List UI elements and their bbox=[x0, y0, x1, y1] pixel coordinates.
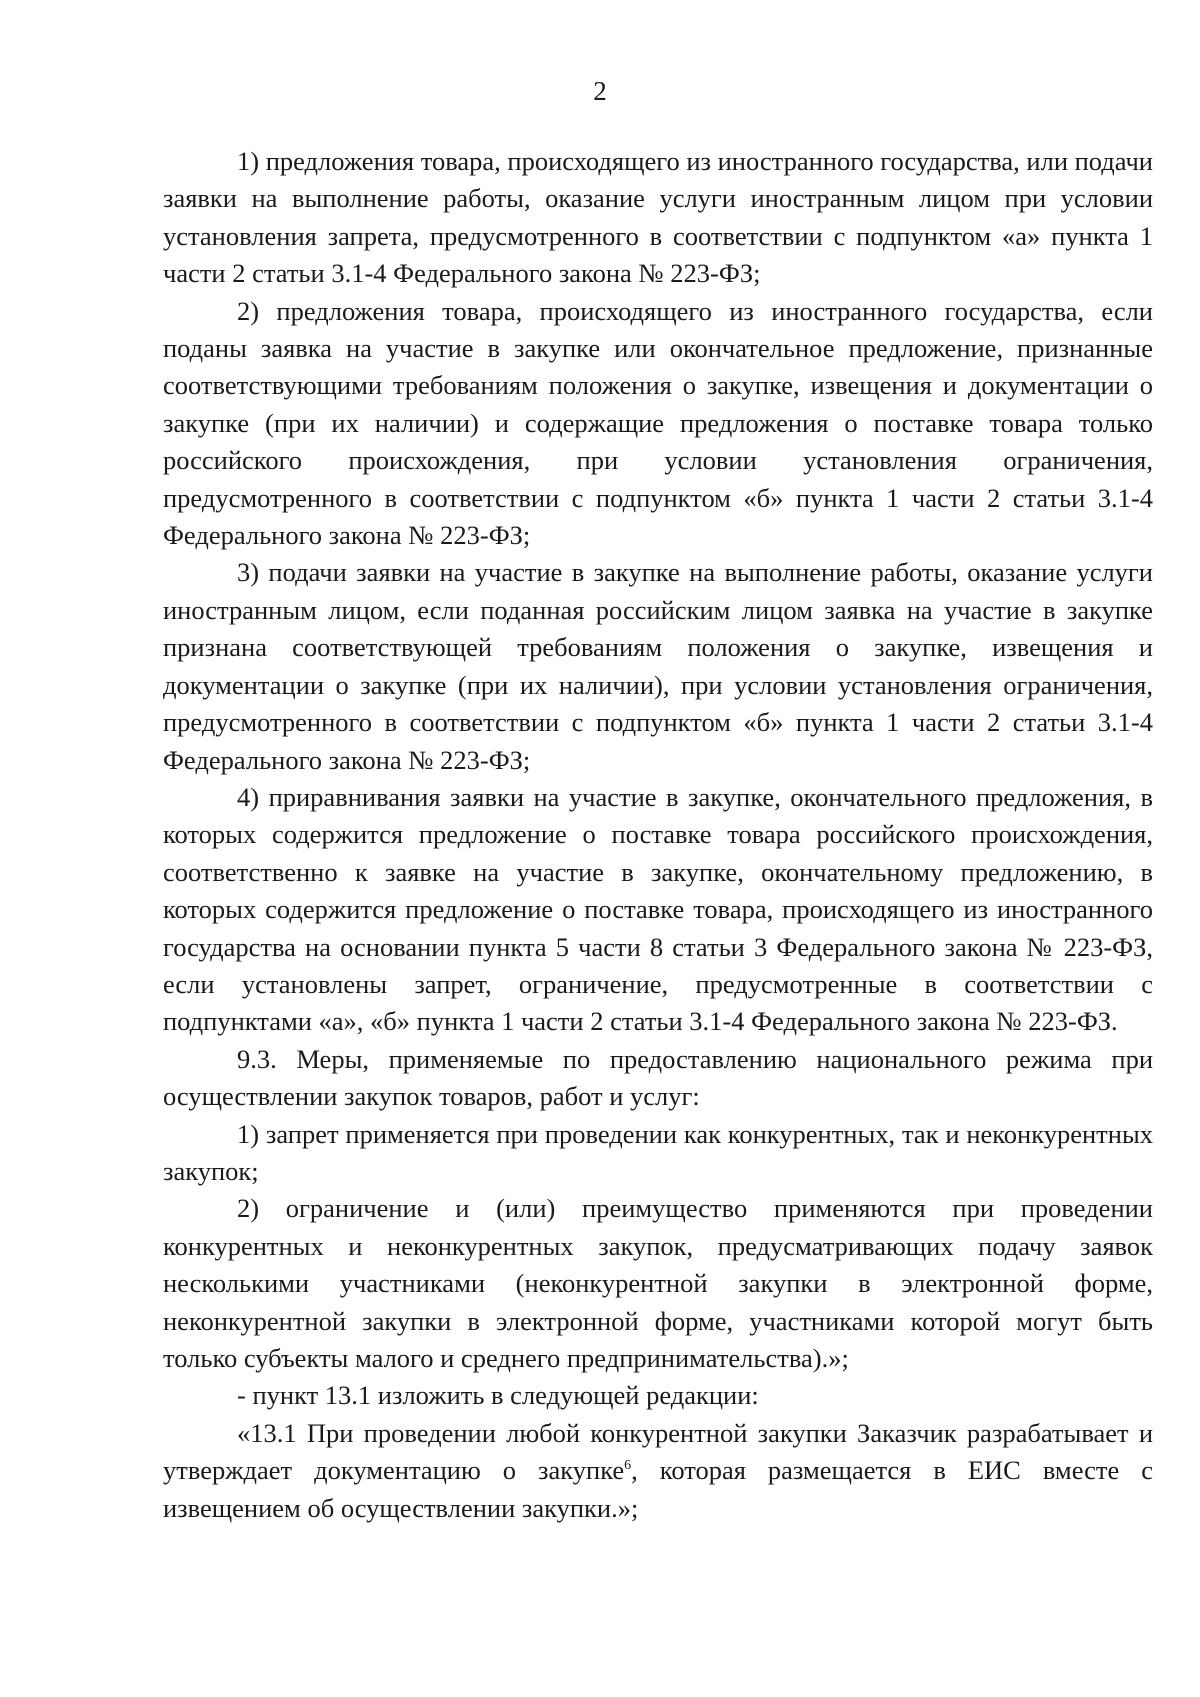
paragraph-item-1: 1) предложения товара, происходящего из иностранного государства, или подачи заявки на выполнение работы, оказание услуги иностранным лицом при условии установления запрета, предусмотренного в соответствии с подпунктом «а» пункта 1 части 2 статьи 3.1-4 Федерального закона № 223-ФЗ; bbox=[163, 146, 1153, 289]
paragraph-amendment-intro: - пункт 13.1 изложить в следующей редакции: bbox=[237, 1380, 759, 1411]
paragraph-clause-9-3: 9.3. Меры, применяемые по предоставлению национального режима при осуществлении закупок товаров, работ и услуг: bbox=[163, 1043, 1153, 1112]
clause-13-1-text-start: «13.1 При проведении любой конкурентной закупки Заказчик разрабатывает и утверждает документацию о закупке bbox=[163, 1417, 1153, 1486]
paragraph-clause-13-1 bbox=[163, 1415, 1153, 1527]
clause-13-1-text-end: , которая размещается в ЕИС вместе с извещением об осуществлении закупки.»; bbox=[163, 1455, 1153, 1523]
footnote-mark: 6 bbox=[624, 1458, 632, 1474]
document-body bbox=[163, 143, 1153, 1527]
paragraph-measure-2: 2) ограничение и (или) преимущество применяются при проведении конкурентных и неконкурентных закупок, предусматривающих подачу заявок несколькими участниками (неконкурентной закупки в электронной форме, неконкурентной закупки в электронной форме, участниками которой могут быть только субъекты малого и среднего предпринимательства).»; bbox=[163, 1193, 1153, 1373]
page-number: 2 bbox=[593, 76, 607, 106]
paragraph-item-2: 2) предложения товара, происходящего из иностранного государства, если поданы заявка на участие в закупке или окончательное предложение, признанные соответствующими требованиям положения о закупке, извещения и документации о закупке (при их наличии) и содержащие предложения о поставке товара только российского происхождения, при условии установления ограничения, предусмотренного в соответствии с подпунктом «б» пункта 1 части 2 статьи 3.1-4 Федерального закона № 223-ФЗ; bbox=[163, 295, 1153, 551]
paragraph-item-4: 4) приравнивания заявки на участие в закупке, окончательного предложения, в которых содержится предложение о поставке товара российского происхождения, соответственно к заявке на участие в закупке, окончательному предложению, в которых содержится предложение о поставке товара, происходящего из иностранного государства на основании пункта 5 части 8 статьи 3 Федерального закона № 223-ФЗ, если установлены запрет, ограничение, предусмотренные в соответствии с подпунктами «а», «б» пункта 1 части 2 статьи 3.1-4 Федерального закона № 223-ФЗ. bbox=[163, 781, 1153, 1037]
paragraph-measure-1: 1) запрет применяется при проведении как конкурентных, так и неконкурентных закупок; bbox=[163, 1118, 1153, 1186]
paragraph-item-3: 3) подачи заявки на участие в закупке на выполнение работы, оказание услуги иностранным лицом, если поданная российским лицом заявка на участие в закупке признана соответствующей требованиям положения о закупке, извещения и документации о закупке (при их наличии), при условии установления ограничения, предусмотренного в соответствии с подпунктом «б» пункта 1 части 2 статьи 3.1-4 Федерального закона № 223-ФЗ; bbox=[163, 557, 1153, 775]
